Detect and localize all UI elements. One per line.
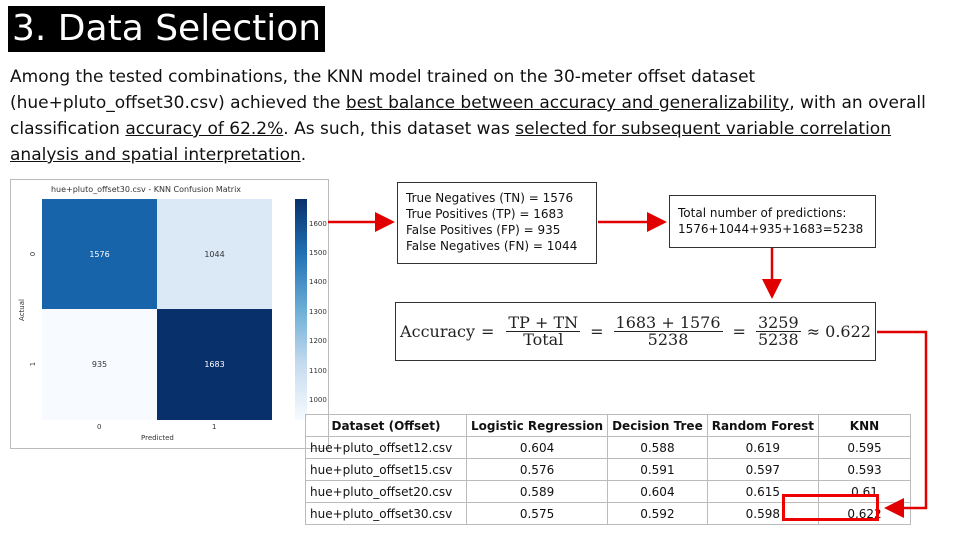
cell-value: 0.575: [467, 503, 608, 525]
para-underline-1: best balance between accuracy and generalizability: [345, 93, 790, 113]
cell-dataset: hue+pluto_offset20.csv: [306, 481, 467, 503]
cell-value: 0.619: [707, 437, 818, 459]
colorbar-tick-1400: 1400: [309, 278, 327, 286]
fraction-values-numerator: 1683 + 1576: [615, 313, 721, 332]
x-axis-label: Predicted: [141, 434, 174, 442]
cm-cell-tn: 1576: [42, 199, 157, 309]
arrow-formula-to-table: [877, 332, 926, 508]
para-underline-3: selected for subsequent variable correlation analysis and spatial interpretation: [10, 119, 891, 165]
total-label: Total number of predictions:: [678, 206, 847, 220]
cell-value: 0.604: [467, 437, 608, 459]
y-tick-0: 0: [29, 251, 38, 257]
cell-value: 0.592: [608, 503, 708, 525]
accuracy-formula-box: Accuracy = $\frac{TP + TN}{\text{Total}}$ = $\frac{1683 + 1576}{5238}$ = $\frac{3259}{5238}$ ≈ 0.622: [395, 302, 876, 361]
fraction-symbolic-denominator: Total: [523, 330, 564, 349]
slide-title: 3. Data Selection: [8, 6, 325, 52]
cell-dataset: hue+pluto_offset12.csv: [306, 437, 467, 459]
header-decision-tree: Decision Tree: [608, 415, 708, 437]
cell-value: 0.593: [819, 459, 911, 481]
colorbar-tick-1200: 1200: [309, 337, 327, 345]
y-tick-1: 1: [29, 361, 38, 367]
colorbar-tick-1300: 1300: [309, 308, 327, 316]
fraction-result-denominator: 5238: [757, 330, 799, 349]
header-logistic-regression: Logistic Regression: [467, 415, 608, 437]
cell-value: 0.615: [707, 481, 818, 503]
fraction-result-numerator: 3259: [757, 313, 799, 332]
colorbar-tick-1600: 1600: [309, 220, 327, 228]
cell-value: 0.622: [819, 503, 911, 525]
cm-cell-fn: 935: [42, 309, 157, 420]
cell-dataset: hue+pluto_offset15.csv: [306, 459, 467, 481]
header-random-forest: Random Forest: [707, 415, 818, 437]
cell-value: 0.604: [608, 481, 708, 503]
cell-value: 0.591: [608, 459, 708, 481]
x-tick-0: 0: [97, 423, 102, 431]
cell-value: 0.576: [467, 459, 608, 481]
fraction-values-denominator: 5238: [647, 330, 689, 349]
para-text-1: Among the tested combinations, the KNN model trained on the 30-meter offset dataset (hue+pluto_offset30.csv) achieved the: [10, 67, 756, 113]
para-text-4: .: [300, 145, 307, 165]
cm-cell-fp: 1044: [157, 199, 272, 309]
header-dataset: Dataset (Offset): [306, 415, 467, 437]
cell-value: 0.598: [707, 503, 818, 525]
cm-cell-tp: 1683: [157, 309, 272, 420]
stat-tn: True Negatives (TN) = 1576: [406, 191, 574, 205]
confusion-matrix-title: hue+pluto_offset30.csv - KNN Confusion Matrix: [50, 185, 242, 194]
stat-tp: True Positives (TP) = 1683: [406, 207, 564, 221]
total-sum: 1576+1044+935+1683=5238: [678, 222, 864, 236]
cell-dataset: hue+pluto_offset30.csv: [306, 503, 467, 525]
stat-fn: False Negatives (FN) = 1044: [406, 239, 578, 253]
x-tick-1: 1: [212, 423, 217, 431]
cell-value: 0.589: [467, 481, 608, 503]
cell-value: 0.61: [819, 481, 911, 503]
colorbar-tick-1500: 1500: [309, 249, 327, 257]
fraction-symbolic-numerator: TP + TN: [508, 313, 579, 332]
header-knn: KNN: [819, 415, 911, 437]
para-underline-2: accuracy of 62.2%: [125, 119, 284, 139]
colorbar-tick-1000: 1000: [309, 396, 327, 404]
cell-value: 0.588: [608, 437, 708, 459]
cell-value: 0.597: [707, 459, 818, 481]
colorbar-tick-1100: 1100: [309, 367, 327, 375]
accuracy-label: Accuracy: [400, 321, 476, 341]
para-text-3: . As such, this dataset was: [283, 119, 516, 139]
accuracy-approx: ≈ 0.622: [806, 321, 871, 341]
para-text-2: , with an overall classification: [10, 93, 926, 139]
y-axis-label: Actual: [17, 299, 26, 321]
stat-fp: False Positives (FP) = 935: [406, 223, 561, 237]
cell-value: 0.595: [819, 437, 911, 459]
